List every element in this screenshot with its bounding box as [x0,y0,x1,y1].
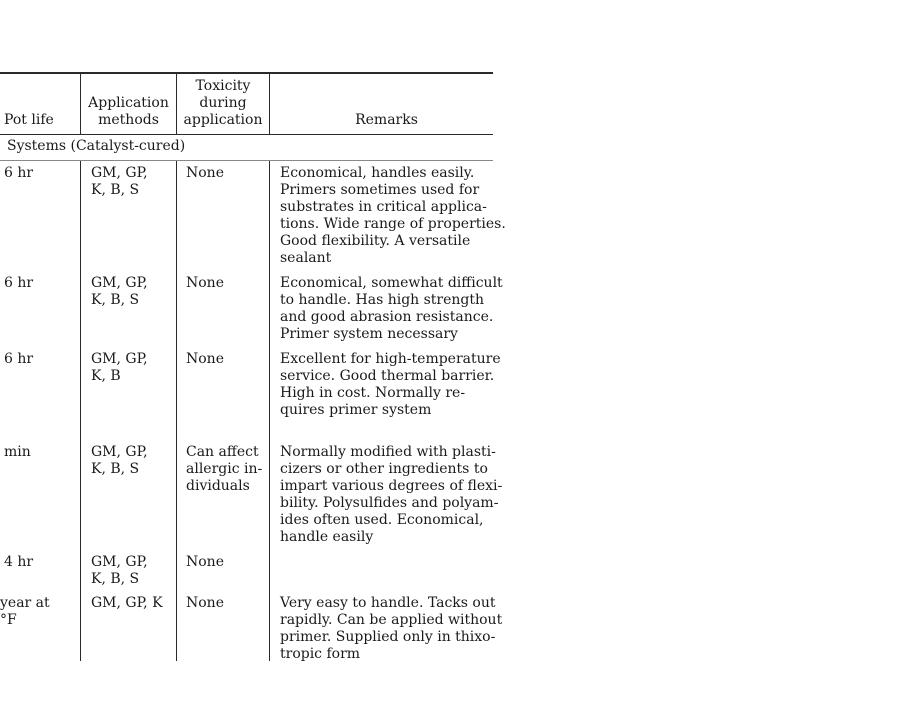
methods-cell: GM, GP, K, B, S [91,165,148,198]
pot-life-cell: 6 hr [4,275,34,291]
methods-cell: GM, GP, K, B, S [91,275,148,308]
toxicity-cell: None [186,165,224,181]
pot-life-cell: 6 hr [4,165,34,181]
remarks-cell: Economical, handles easily. Primers sometimes used for substrates in critical applica- tions. Wide range of properties. Good flexibility. A versatile sealant [280,165,506,266]
methods-cell: GM, GP, K, B [91,351,148,384]
header-pot-life: Pot life [4,112,54,128]
column-divider [176,161,177,661]
pot-life-cell: 4 hr [4,554,34,570]
column-divider [80,161,81,661]
toxicity-cell: None [186,351,224,367]
column-divider [269,161,270,661]
pot-life-cell: min [4,444,31,460]
header-application-methods: Application methods [88,95,169,128]
header-bottom-rule [0,134,493,135]
remarks-cell: Excellent for high-temperature service. Good thermal barrier. High in cost. Normally re- quires primer system [280,351,501,418]
table-top-rule [0,72,493,74]
remarks-cell: Very easy to handle. Tacks out rapidly. Can be applied without primer. Supplied only in thixo- tropic form [280,595,503,662]
section-bottom-rule [0,160,493,161]
toxicity-cell: Can affect allergic in- dividuals [186,444,263,494]
methods-cell: GM, GP, K, B, S [91,444,148,477]
pot-life-cell: year at °F [0,595,50,628]
toxicity-cell: None [186,554,224,570]
methods-cell: GM, GP, K, B, S [91,554,148,587]
header-toxicity: Toxicity during application [183,78,263,128]
toxicity-cell: None [186,275,224,291]
header-remarks: Remarks [355,112,418,128]
remarks-cell: Normally modified with plasti- cizers or other ingredients to impart various degrees of flexi- bility. Polysulfides and polyam- ides often used. Economical, handle easily [280,444,503,545]
remarks-cell: Economical, somewhat difficult to handle. Has high strength and good abrasion resistance. Primer system necessary [280,275,503,342]
pot-life-cell: 6 hr [4,351,34,367]
toxicity-cell: None [186,595,224,611]
section-label: Systems (Catalyst-cured) [7,138,186,154]
methods-cell: GM, GP, K [91,595,163,611]
